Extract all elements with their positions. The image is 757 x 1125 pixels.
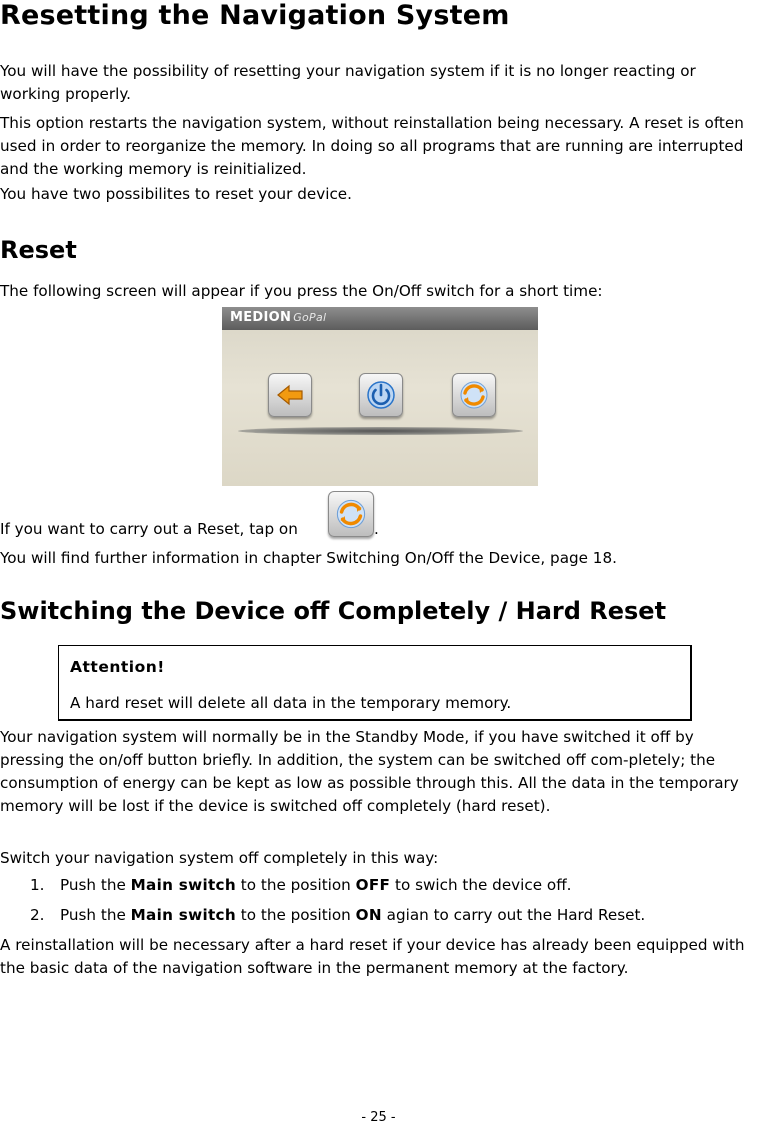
- intro-paragraph-3: You have two possibilites to reset your device.: [0, 185, 352, 203]
- reset-icon: [329, 492, 373, 536]
- medion-logo: MEDION GoPal: [230, 310, 327, 325]
- hard-reset-paragraph-2: Switch your navigation system off completely in this way:: [0, 849, 439, 867]
- reset-button[interactable]: [452, 373, 496, 417]
- reset-heading: Reset: [0, 236, 77, 264]
- back-button[interactable]: [268, 373, 312, 417]
- page-number: - 25 -: [361, 1110, 396, 1125]
- attention-title: Attention!: [70, 658, 165, 676]
- reset-paragraph-1: The following screen will appear if you press the On/Off switch for a short time:: [0, 282, 603, 300]
- inline-reset-button: [328, 491, 374, 537]
- screenshot-topbar: [222, 307, 538, 330]
- reset-paragraph-2: If you want to carry out a Reset, tap on: [0, 520, 298, 538]
- reset-paragraph-3: You will find further information in chapter Switching On/Off the Device, page 18.: [0, 549, 617, 567]
- power-icon: [360, 374, 402, 416]
- hard-reset-heading: Switching the Device off Completely / Hard Reset: [0, 597, 667, 625]
- page-title: Resetting the Navigation System: [0, 0, 510, 31]
- intro-paragraph-1: You will have the possibility of resetting your navigation system if it is no longer reacting or working properly.: [0, 62, 696, 103]
- power-button[interactable]: [359, 373, 403, 417]
- device-screenshot: [222, 307, 538, 486]
- screenshot-shadow: [238, 427, 523, 435]
- reset-paragraph-2-end: .: [374, 520, 379, 538]
- hard-reset-paragraph-1: Your navigation system will normally be in the Standby Mode, if you have switched it off by pressing the on/off button briefly. In addition, the system can be switched off com-pletely; the consumption of energy can be kept as low as possible through this. All the data in the temporary memory will be lost if the device is switched off completely (hard reset).: [0, 728, 739, 815]
- reset-icon: [453, 374, 495, 416]
- back-arrow-icon: [269, 374, 311, 416]
- intro-paragraph-2: This option restarts the navigation system, without reinstallation being necessary. A reset is often used in order to reorganize the memory. In doing so all programs that are running are interrupted and the working memory is reinitialized.: [0, 114, 744, 178]
- hard-reset-paragraph-3: A reinstallation will be necessary after a hard reset if your device has already been equipped with the basic data of the navigation software in the permanent memory at the factory.: [0, 936, 745, 977]
- attention-box: [58, 645, 692, 721]
- attention-text: A hard reset will delete all data in the temporary memory.: [70, 694, 512, 712]
